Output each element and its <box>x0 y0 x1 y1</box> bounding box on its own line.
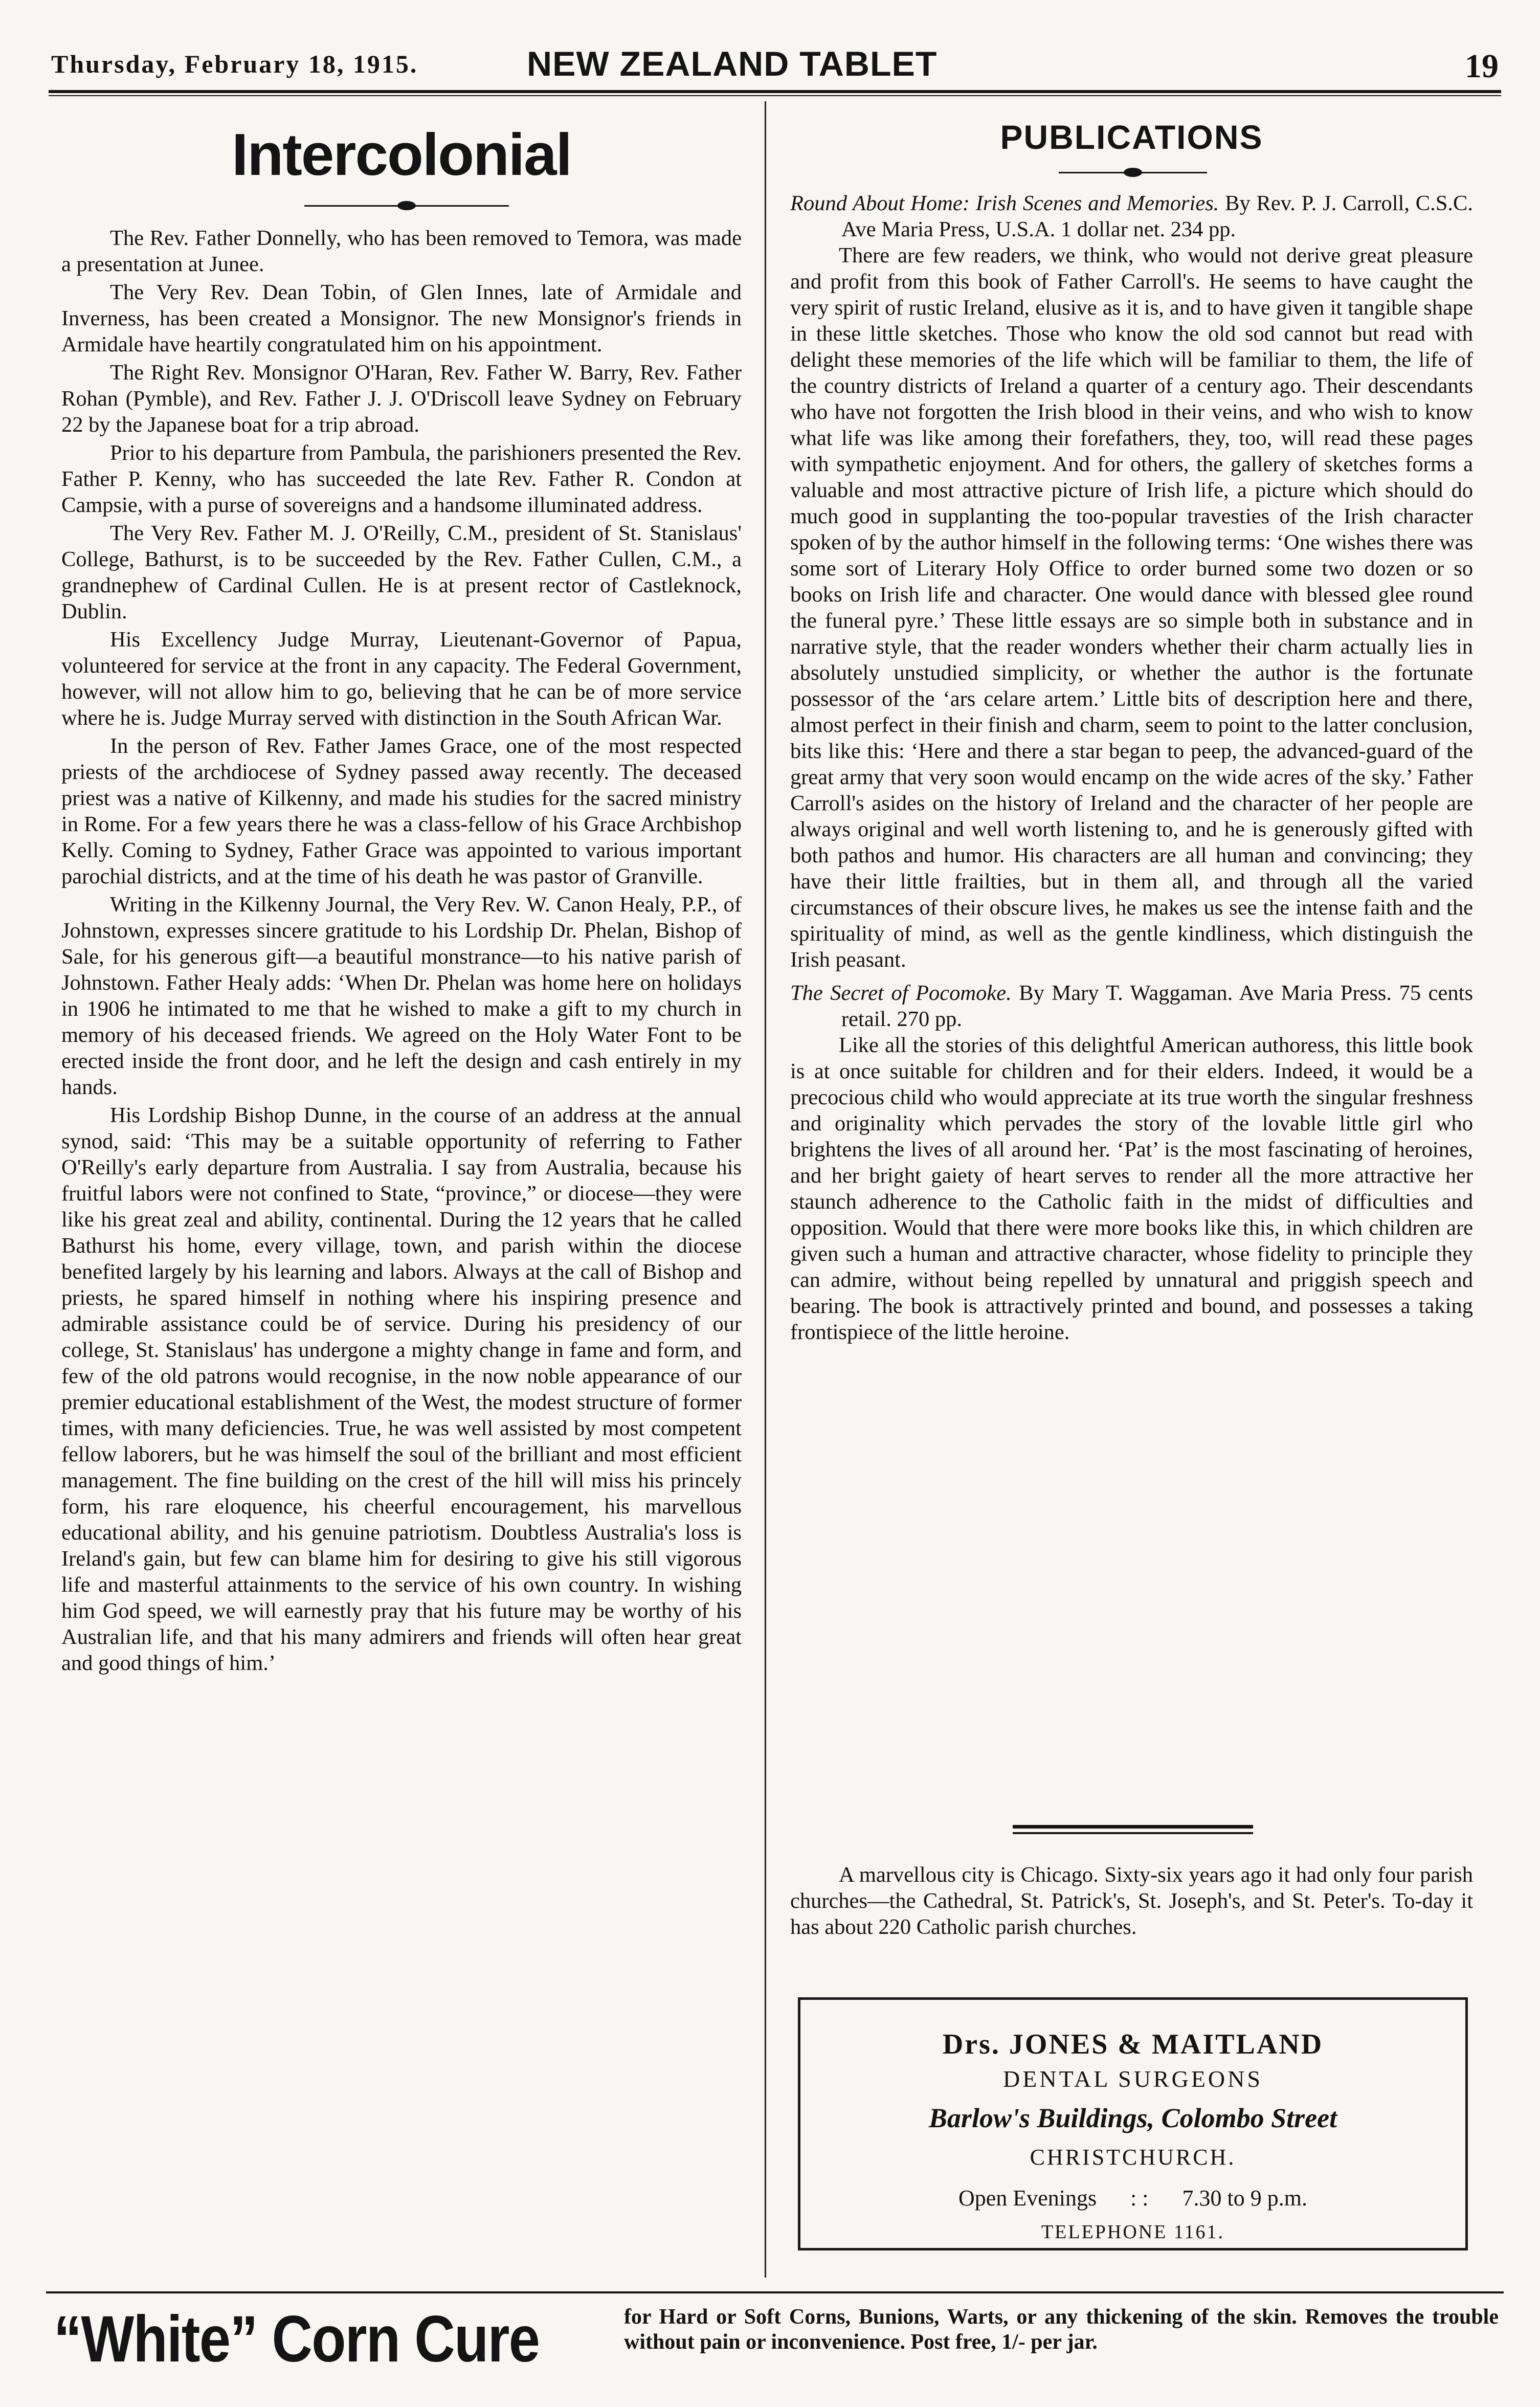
ad-description: for Hard or Soft Corns, Bunions, Warts, or any thickening of the skin. Removes the trouble without pain or inconvenience. Post free, 1/- per jar. <box>624 2305 1499 2354</box>
section-title-publications: PUBLICATIONS <box>1000 118 1263 156</box>
news-paragraph: In the person of Rev. Father James Grace, one of the most respected priests of the archdiocese of Sydney passed away recently. The deceased priest was a native of Kilkenny, and made his studies for the sacred ministry in Rome. For a few years there he was a class-fellow of his Grace Archbishop Kelly. Coming to Sydney, Father Grace was appointed to various important parochial districts, and at the time of his death he was pastor of Granville. <box>61 734 742 888</box>
publications-body <box>790 190 1473 1345</box>
news-paragraph: The Very Rev. Father M. J. O'Reilly, C.M., president of St. Stanislaus' College, Bathurst, is to be succeeded by the Rev. Father Cullen, C.M., a grandnephew of Cardinal Cullen. He is at present rector of Castleknock, Dublin. <box>61 521 742 623</box>
review-heading <box>790 190 1473 242</box>
news-paragraph: His Excellency Judge Murray, Lieutenant-Governor of Papua, volunteered for service at the front in any capacity. The Federal Government, however, will not allow him to go, believing that he can be of more service where he is. Judge Murray served with distinction in the South African War. <box>61 628 742 730</box>
footer-advertisement <box>54 2302 1501 2399</box>
title-ornament <box>1059 169 1207 176</box>
section-title-intercolonial: Intercolonial <box>232 121 571 188</box>
news-paragraph: The Right Rev. Monsignor O'Haran, Rev. Father W. Barry, Rev. Father Rohan (Pymble), and Rev. Father J. J. O'Driscoll leave Sydney on February 22 by the Japanese boat for a trip abroad. <box>61 361 742 437</box>
book-title: The Secret of Pocomoke. <box>790 981 1012 1005</box>
footer-rule <box>46 2291 1504 2293</box>
book-details: By Rev. P. J. Carroll, C.S.C. Ave Maria Press, U.S.A. 1 dollar net. 234 pp. <box>841 191 1473 241</box>
chicago-note-text: A marvellous city is Chicago. Sixty-six years ago it had only four parish churches—the Cathedral, St. Patrick's, St. Joseph's, and St. Peter's. To-day it has about 220 Catholic parish churches. <box>790 1863 1473 1939</box>
ad-hours: Open Evenings : : 7.30 to 9 p.m. <box>958 2186 1307 2211</box>
page-header <box>51 44 1499 88</box>
publication-title: NEW ZEALAND TABLET <box>527 44 938 83</box>
news-paragraph: The Rev. Father Donnelly, who has been removed to Temora, was made a presentation at Junee. <box>61 226 742 276</box>
book-title: Round About Home: Irish Scenes and Memories. <box>790 191 1219 215</box>
chicago-note <box>790 1862 1473 1940</box>
title-ornament <box>304 202 509 209</box>
news-paragraph: Writing in the Kilkenny Journal, the Very Rev. W. Canon Healy, P.P., of Johnstown, expresses sincere gratitude to his Lordship Dr. Phelan, Bishop of Sale, for his generous gift—a beautiful monstrance—to his native parish of Johnstown. Father Healy adds: ‘When Dr. Phelan was home here on holidays in 1906 he intimated to me that he wished to make a gift to my church in memory of his deceased friends. We agreed on the Holy Water Font to be erected inside the front door, and he left the design and cash entirely in my hands. <box>61 893 742 1099</box>
page-number: 19 <box>1465 48 1499 85</box>
ad-address: Barlow's Buildings, Colombo Street <box>928 2103 1337 2133</box>
dental-advertisement <box>798 1997 1468 2250</box>
news-paragraph: The Very Rev. Dean Tobin, of Glen Innes, late of Armidale and Inverness, has been created a Monsignor. The new Monsignor's friends in Armidale have heartily congratulated him on his appointment. <box>61 280 742 356</box>
review-text: Like all the stories of this delightful American authoress, this little book is at once suitable for children and for their elders. Indeed, it would be a precocious child who would appreciate at its true worth the singular freshness and originality which pervades the story of the lovable little girl who brightens the lives of all around her. ‘Pat’ is the most fascinating of heroines, and her bright gaiety of heart serves to render all the more attractive her staunch adherence to the Catholic faith in the midst of difficulties and opposition. Would that there were more books like this, in which children are given such a human and attractive character, whose fidelity to principle they can admire, without being repelled by unnatural and priggish speech and bearing. The book is attractively printed and bound, and possesses a taking frontispiece of the little heroine. <box>790 1033 1473 1344</box>
column-divider <box>765 101 766 2278</box>
ad-brand-name: “White” Corn Cure <box>54 2303 540 2376</box>
book-details: By Mary T. Waggaman. Ave Maria Press. 75 cents retail. 270 pp. <box>841 981 1473 1031</box>
issue-date: Thursday, February 18, 1915. <box>51 50 418 78</box>
intercolonial-body <box>61 225 742 1678</box>
header-rule <box>49 90 1501 93</box>
news-paragraph: Prior to his departure from Pambula, the parishioners presented the Rev. Father P. Kenny, who has succeeded the late Rev. Father R. Condon at Campsie, with a purse of sovereigns and a handsome illuminated address. <box>61 441 742 517</box>
header-rule-thin <box>49 95 1501 96</box>
news-paragraph: His Lordship Bishop Dunne, in the course of an address at the annual synod, said: ‘This may be a suitable opportunity of referring to Father O'Reilly's early departure from Australia. I say from Australia, because his fruitful labors were not confined to State, “province,” or diocese—they were like his great zeal and ability, continental. During the 12 years that he called Bathurst his home, every village, town, and parish within the diocese benefited largely by his learning and labors. Always at the call of Bishop and priests, he spared himself in nothing where his inspiring presence and admirable assistance could be of service. During his presidency of our college, St. Stanislaus' has undergone a mighty change in fame and form, and few of the old patrons would recognise, in the now noble appearance of our premier educational establishment of the West, the modest structure of former times, with many deficiencies. True, he was well assisted by most competent fellow laborers, but he was himself the soul of the brilliant and most efficient management. The fine building on the crest of the hill will miss his princely form, his rare eloquence, his cheerful encouragement, his marvellous educational ability, and his genuine patriotism. Doubtless Australia's loss is Ireland's gain, but few can blame him for desiring to give his still vigorous life and masterful attainments to the service of his own country. In wishing him God speed, we will earnestly pray that his future may be worthy of his Australian life, and that his many admirers and friends will often hear great and good things of him.’ <box>61 1103 742 1675</box>
ad-city: CHRISTCHURCH. <box>1030 2145 1236 2170</box>
ad-dentist-name: Drs. JONES & MAITLAND <box>942 2029 1324 2060</box>
ad-phone: TELEPHONE 1161. <box>1041 2221 1225 2243</box>
review-heading <box>790 980 1473 1032</box>
ad-profession: DENTAL SURGEONS <box>1003 2066 1263 2092</box>
review-text: There are few readers, we think, who would not derive great pleasure and profit from this book of Father Carroll's. He seems to have caught the very spirit of rustic Ireland, elusive as it is, and to have given it tangible shape in these little sketches. Those who know the old sod cannot but read with delight these memories of the life which will be familiar to them, the life of the country districts of Ireland a quarter of a century ago. Their descendants who have not forgotten the Irish blood in their veins, and who wish to know what life was like among their forefathers, they, too, will read these pages with sympathetic enjoyment. And for others, the gallery of sketches forms a valuable and most attractive picture of Irish life, a picture which should do much good in supplanting the too-popular travesties of the Irish character spoken of by the author himself in the following terms: ‘One wishes there was some sort of Literary Holy Office to order burned some two dozen or so books on Irish life and character. One would dance with blessed glee round the funeral pyre.’ These little essays are so simple both in substance and in narrative style, that the reader wonders whether their charm actually lies in absolutely unstudied simplicity, or whether the author is the fortunate possessor of the ‘ars celare artem.’ Little bits of description here and there, almost perfect in their finish and charm, seem to point to the latter conclusion, bits like this: ‘Here and there a star began to peep, the advanced-guard of the great army that very soon would encamp on the wide acres of the sky.’ Father Carroll's asides on the history of Ireland and the character of her people are always original and well worth listening to, and he is generously gifted with both pathos and humor. His characters are all human and convincing; they have their little frailties, but in them all, and through all the varied circumstances of their obscure lives, he makes us see the intense faith and the spirituality of mind, as well as the gentle kindliness, which distinguish the Irish peasant. <box>790 243 1473 972</box>
